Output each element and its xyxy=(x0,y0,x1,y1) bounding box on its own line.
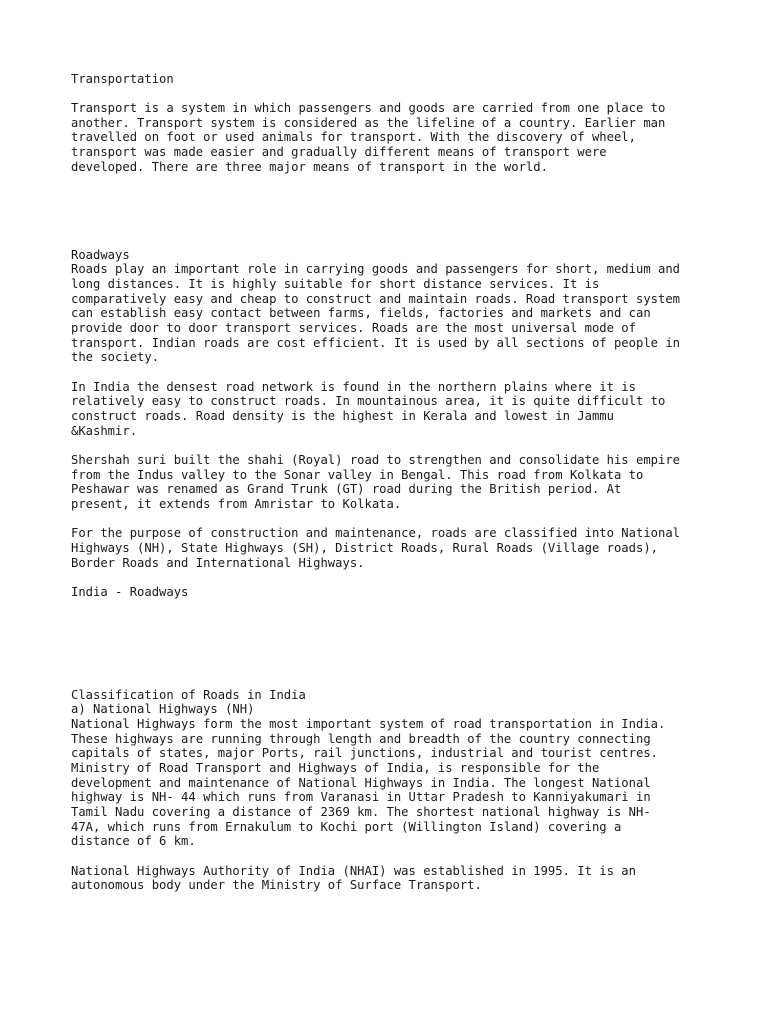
roadways-paragraph-line: can establish easy contact between farms, fields, factories and markets and can xyxy=(71,306,651,320)
density-paragraph-line: construct roads. Road density is the highest in Kerala and lowest in Jammu xyxy=(71,409,614,423)
document-title: Transportation xyxy=(71,72,174,86)
roadways-paragraph-line: long distances. It is highly suitable for short distance services. It is xyxy=(71,277,600,291)
classification-paragraph-line: For the purpose of construction and maintenance, roads are classified into National xyxy=(71,526,681,540)
national-highways-paragraph-line: capitals of states, major Ports, rail junctions, industrial and tourist centres. xyxy=(71,746,658,760)
classification-heading: Classification of Roads in India xyxy=(71,688,306,702)
grand-trunk-paragraph-line: from the Indus valley to the Sonar valley in Bengal. This road from Kolkata to xyxy=(71,468,644,482)
national-highways-paragraph-line: highway is NH- 44 which runs from Varanasi in Uttar Pradesh to Kanniyakumari in xyxy=(71,790,651,804)
figure-caption: India - Roadways xyxy=(71,585,189,599)
density-paragraph-line: &Kashmir. xyxy=(71,424,138,438)
nhai-paragraph-line: National Highways Authority of India (NHAI) was established in 1995. It is an xyxy=(71,864,636,878)
national-highways-paragraph-line: National Highways form the most important system of road transportation in India. xyxy=(71,717,666,731)
intro-paragraph-line: developed. There are three major means of transport in the world. xyxy=(71,160,548,174)
national-highways-paragraph-line: These highways are running through length and breadth of the country connecting xyxy=(71,732,651,746)
national-highways-paragraph-line: distance of 6 km. xyxy=(71,834,196,848)
grand-trunk-paragraph-line: Peshawar was renamed as Grand Trunk (GT) road during the British period. At xyxy=(71,482,622,496)
density-paragraph-line: relatively easy to construct roads. In mountainous area, it is quite difficult to xyxy=(71,394,666,408)
subsection-heading: a) National Highways (NH) xyxy=(71,702,255,716)
roadways-paragraph-line: transport. Indian roads are cost efficient. It is used by all sections of people in xyxy=(71,336,681,350)
roadways-heading: Roadways xyxy=(71,248,130,262)
classification-paragraph-line: Highways (NH), State Highways (SH), District Roads, Rural Roads (Village roads), xyxy=(71,541,658,555)
roadways-paragraph-line: Roads play an important role in carrying goods and passengers for short, medium and xyxy=(71,262,681,276)
intro-paragraph-line: Transport is a system in which passengers and goods are carried from one place to xyxy=(71,101,666,115)
roadways-paragraph-line: provide door to door transport services. Roads are the most universal mode of xyxy=(71,321,636,335)
roadways-paragraph-line: comparatively easy and cheap to construct and maintain roads. Road transport system xyxy=(71,292,681,306)
national-highways-paragraph-line: Ministry of Road Transport and Highways of India, is responsible for the xyxy=(71,761,600,775)
national-highways-paragraph-line: Tamil Nadu covering a distance of 2369 km. The shortest national highway is NH- xyxy=(71,805,651,819)
intro-paragraph-line: another. Transport system is considered as the lifeline of a country. Earlier man xyxy=(71,116,666,130)
nhai-paragraph-line: autonomous body under the Ministry of Surface Transport. xyxy=(71,878,482,892)
grand-trunk-paragraph-line: present, it extends from Amristar to Kolkata. xyxy=(71,497,402,511)
intro-paragraph-line: travelled on foot or used animals for transport. With the discovery of wheel, xyxy=(71,130,636,144)
national-highways-paragraph-line: 47A, which runs from Ernakulum to Kochi port (Willington Island) covering a xyxy=(71,820,622,834)
national-highways-paragraph-line: development and maintenance of National Highways in India. The longest National xyxy=(71,776,651,790)
grand-trunk-paragraph-line: Shershah suri built the shahi (Royal) road to strengthen and consolidate his empire xyxy=(71,453,681,467)
density-paragraph-line: In India the densest road network is found in the northern plains where it is xyxy=(71,380,636,394)
intro-paragraph-line: transport was made easier and gradually different means of transport were xyxy=(71,145,607,159)
classification-paragraph-line: Border Roads and International Highways. xyxy=(71,556,365,570)
roadways-paragraph-line: the society. xyxy=(71,350,160,364)
